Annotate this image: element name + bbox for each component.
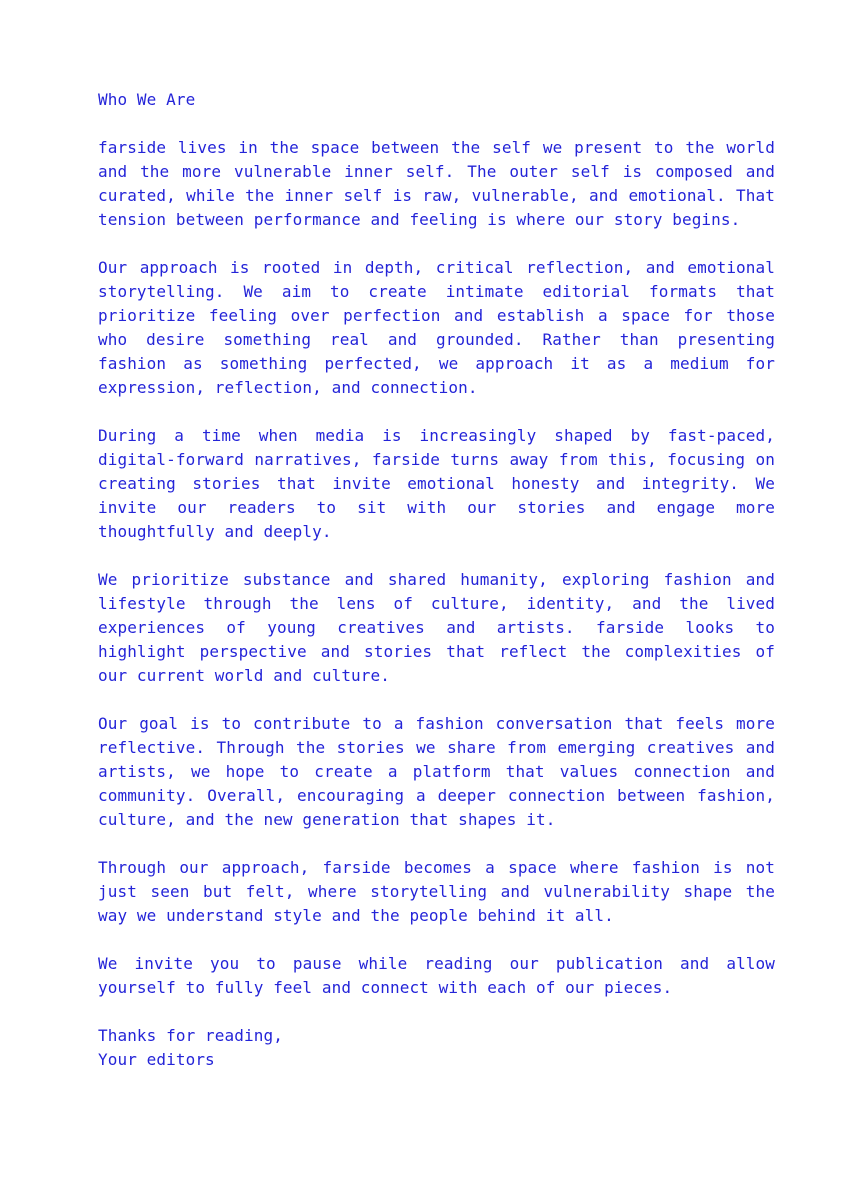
signoff-thanks: Thanks for reading, <box>98 1026 283 1045</box>
paragraph-space: Through our approach, farside becomes a space where fashion is not just seen but felt, where storytelling and vulnerability shape the way we understand style and the people behind it all. <box>98 858 775 925</box>
paragraph-invitation: We invite you to pause while reading our publication and allow yourself to fully feel and connect with each of our pieces. <box>98 954 775 997</box>
signoff <box>98 1024 775 1072</box>
paragraph-approach: Our approach is rooted in depth, critical reflection, and emotional storytelling. We aim to create intimate editorial formats that prioritize feeling over perfection and establish a space for those who desire something real and grounded. Rather than presenting fashion as something perfected, we approach it as a medium for expression, reflection, and connection. <box>98 258 775 397</box>
paragraph-goal: Our goal is to contribute to a fashion conversation that feels more reflective. Through the stories we share from emerging creatives and artists, we hope to create a platform that values connection and community. Overall, encouraging a deeper connection between fashion, culture, and the new generation that shapes it. <box>98 714 775 829</box>
document-page <box>98 88 775 1072</box>
paragraph-intro: farside lives in the space between the self we present to the world and the more vulnerable inner self. The outer self is composed and curated, while the inner self is raw, vulnerable, and emotional. That tension between performance and feeling is where our story begins. <box>98 138 775 229</box>
signoff-editors: Your editors <box>98 1050 215 1069</box>
paragraph-substance: We prioritize substance and shared humanity, exploring fashion and lifestyle through the lens of culture, identity, and the lived experiences of young creatives and artists. farside looks to highlight perspective and stories that reflect the complexities of our current world and culture. <box>98 570 775 685</box>
page-title: Who We Are <box>98 90 196 109</box>
paragraph-media: During a time when media is increasingly shaped by fast-paced, digital-forward narratives, farside turns away from this, focusing on creating stories that invite emotional honesty and integrity. We invite our readers to sit with our stories and engage more thoughtfully and deeply. <box>98 426 775 541</box>
